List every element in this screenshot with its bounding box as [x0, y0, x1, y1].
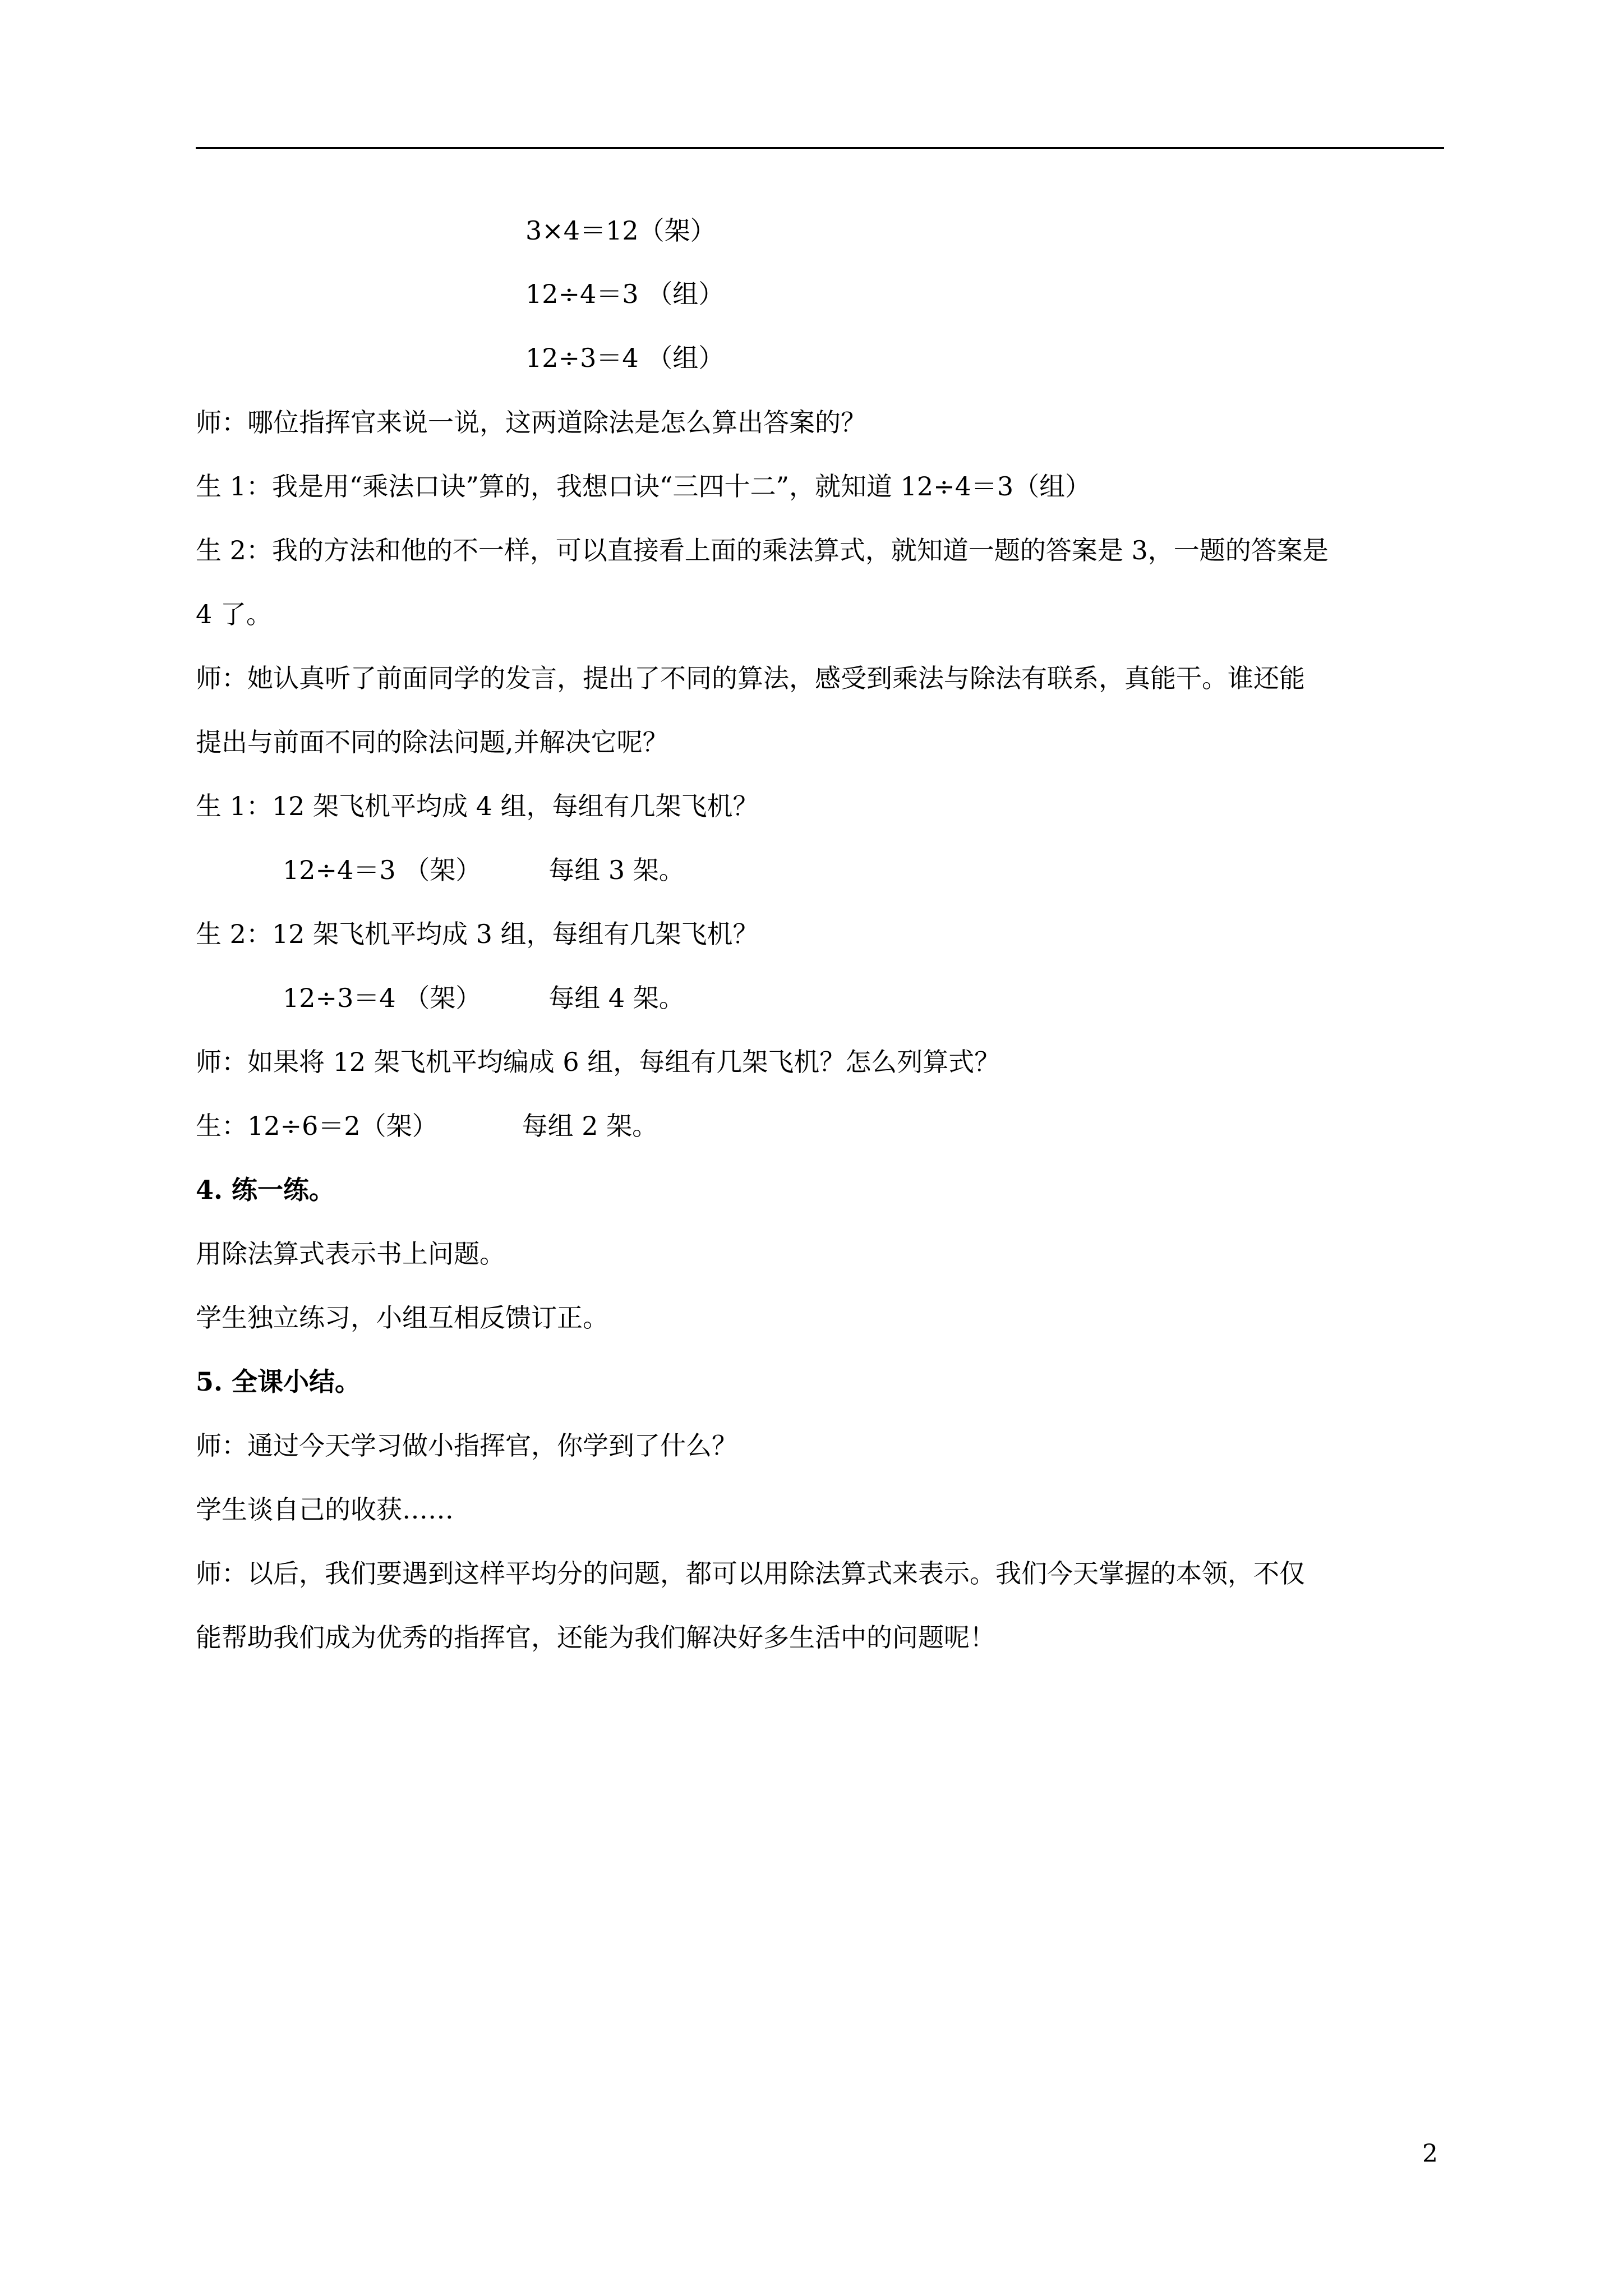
equation-row [283, 982, 685, 1014]
section-heading-5: 5. 全课小结。 [196, 1366, 361, 1397]
equation-1: 3×4＝12（架） [525, 215, 716, 246]
paragraph-line: 学生谈自己的收获…… [196, 1494, 454, 1525]
paragraph-line: 提出与前面不同的除法问题,并解决它呢？ [196, 727, 668, 757]
equation: 12÷4＝3 （架） [283, 855, 482, 885]
section-heading-4: 4. 练一练。 [196, 1175, 335, 1205]
paragraph-line: 生 1：12 架飞机平均成 4 组，每组有几架飞机？ [196, 791, 759, 821]
paragraph-line: 能帮助我们成为优秀的指挥官，还能为我们解决好多生活中的问题呢！ [196, 1622, 995, 1653]
equation-row [283, 854, 685, 886]
equation-row [196, 1110, 658, 1142]
paragraph-line: 生 2：12 架飞机平均成 3 组，每组有几架飞机？ [196, 919, 759, 949]
equation: 12÷3＝4 （架） [283, 983, 482, 1013]
paragraph-line: 生 1：我是用“乘法口诀”算的，我想口诀“三四十二”，就知道 12÷4＝3（组） [196, 471, 1091, 501]
paragraph-line: 师：她认真听了前面同学的发言，提出了不同的算法，感受到乘法与除法有联系，真能干。谁还能 [196, 663, 1305, 693]
paragraph-line: 师：通过今天学习做小指挥官，你学到了什么？ [196, 1430, 737, 1461]
equation-2: 12÷4＝3 （组） [525, 279, 725, 309]
paragraph-line: 4 了。 [196, 599, 272, 629]
equation: 生：12÷6＝2（架） [196, 1111, 438, 1141]
page-number: 2 [1422, 2139, 1438, 2168]
equation-3: 12÷3＝4 （组） [525, 343, 725, 373]
paragraph-line: 师：哪位指挥官来说一说，这两道除法是怎么算出答案的？ [196, 407, 866, 438]
paragraph-line: 用除法算式表示书上问题。 [196, 1239, 505, 1269]
paragraph-line: 学生独立练习，小组互相反馈订正。 [196, 1303, 608, 1333]
paragraph-line: 生 2：我的方法和他的不一样，可以直接看上面的乘法算式，就知道一题的答案是 3，一题的答案是 [196, 535, 1329, 565]
paragraph-line: 师：如果将 12 架飞机平均编成 6 组，每组有几架飞机？怎么列算式？ [196, 1047, 1000, 1077]
header-rule [196, 147, 1444, 149]
answer: 每组 2 架。 [522, 1111, 658, 1141]
paragraph-line: 师：以后，我们要遇到这样平均分的问题，都可以用除法算式来表示。我们今天掌握的本领，不仅 [196, 1558, 1305, 1589]
answer: 每组 4 架。 [548, 983, 685, 1013]
answer: 每组 3 架。 [548, 855, 685, 885]
